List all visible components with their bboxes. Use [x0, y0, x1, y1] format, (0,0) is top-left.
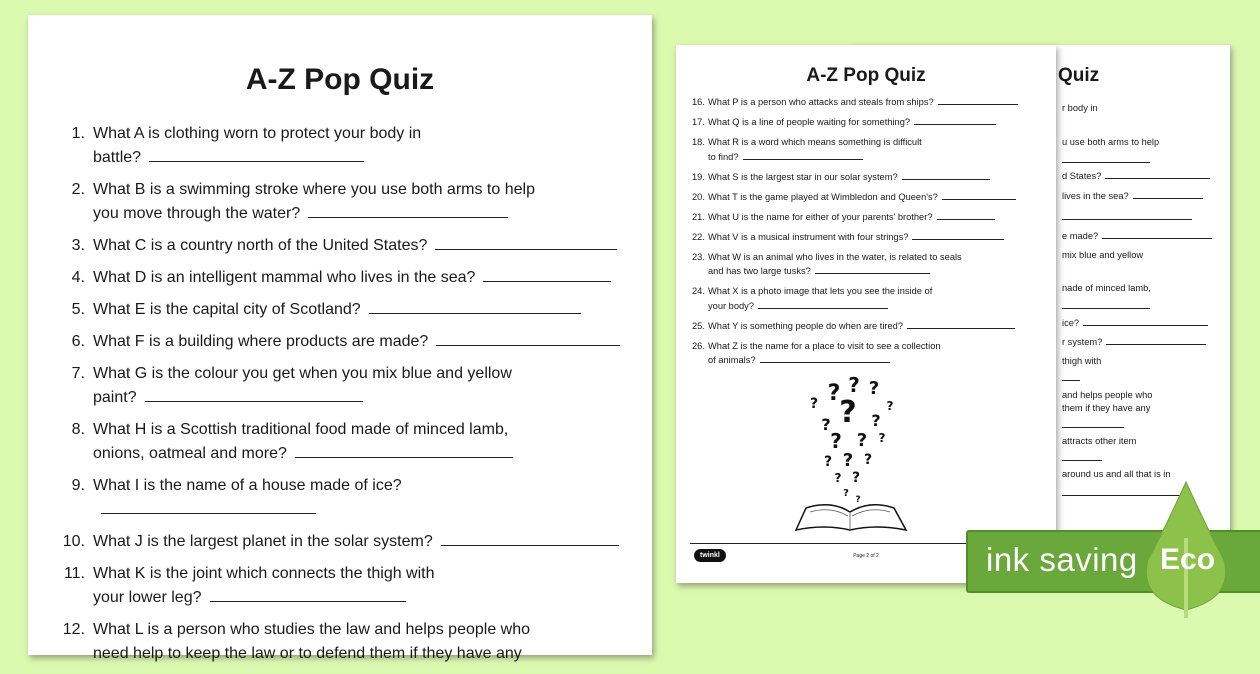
- svg-text:?: ?: [843, 488, 849, 499]
- fragment-text: r body in: [1062, 103, 1098, 113]
- question-fragment: [1062, 230, 1212, 242]
- question-fragment: [1062, 317, 1208, 329]
- question-fragment: [1062, 468, 1171, 480]
- question-text: [93, 178, 535, 226]
- question-item: [692, 339, 1038, 368]
- question-item: [692, 210, 1038, 225]
- question-number: 8.: [71, 421, 85, 438]
- question-fragment: [1062, 419, 1124, 431]
- question-text: [93, 562, 435, 610]
- question-line-text: What V is a musical instrument with four strings?: [708, 231, 909, 242]
- question-item: [692, 190, 1038, 205]
- fragment-text: nade of minced lamb,: [1062, 283, 1151, 293]
- answer-blank[interactable]: [743, 151, 863, 160]
- question-number: 20.: [692, 191, 705, 202]
- svg-text:?: ?: [863, 452, 873, 468]
- question-text: [708, 135, 922, 164]
- question-marks-book-icon: [786, 370, 916, 535]
- question-text: [93, 474, 623, 522]
- question-line-text: What H is a Scottish traditional food made of minced lamb,: [93, 421, 509, 438]
- answer-blank: [1062, 452, 1102, 461]
- question-line-text: you move through the water?: [93, 205, 301, 222]
- question-fragment: [1062, 336, 1206, 348]
- answer-blank[interactable]: [815, 265, 930, 274]
- answer-blank[interactable]: [149, 148, 364, 162]
- fragment-text: and helps people who: [1062, 390, 1153, 400]
- answer-blank[interactable]: [295, 444, 513, 458]
- question-number: 2.: [71, 181, 85, 198]
- svg-text:?: ?: [855, 495, 861, 505]
- fragment-text: them if they have any: [1062, 403, 1151, 413]
- question-line: [93, 234, 617, 258]
- answer-blank[interactable]: [760, 354, 890, 363]
- answer-blank: [1062, 211, 1192, 220]
- question-line-text: What B is a swimming stroke where you use both arms to help: [93, 181, 535, 198]
- question-item: [692, 135, 1038, 164]
- question-text: [708, 284, 932, 313]
- svg-text:?: ?: [848, 373, 860, 397]
- question-line: [708, 210, 995, 225]
- question-fragment: [1062, 435, 1136, 447]
- question-number: 19.: [692, 171, 705, 182]
- question-line: [708, 135, 922, 150]
- question-number: 24.: [692, 286, 705, 296]
- question-item: [61, 474, 623, 522]
- question-line: [93, 418, 513, 442]
- question-number: 11.: [63, 565, 85, 582]
- question-number: 26.: [692, 340, 705, 351]
- question-item: [692, 319, 1038, 334]
- question-line: [708, 319, 1015, 334]
- question-number: 23.: [692, 251, 705, 262]
- question-number: 25.: [692, 320, 705, 331]
- fragment-text: e made?: [1062, 231, 1099, 241]
- question-list: [61, 122, 623, 674]
- ink-saving-label: ink saving: [986, 541, 1138, 578]
- fragment-text: r system?: [1062, 337, 1103, 347]
- question-line-text: paint?: [93, 389, 137, 406]
- question-line-text: What K is the joint which connects the thigh with: [93, 565, 435, 582]
- fragment-text: u use both arms to help: [1062, 137, 1160, 147]
- question-line: [708, 170, 990, 185]
- question-line-text: What R is a word which means something is difficult: [708, 137, 922, 147]
- fragment-text: lives in the sea?: [1062, 191, 1129, 201]
- answer-blank[interactable]: [758, 300, 888, 309]
- question-text: [93, 298, 581, 322]
- question-text: [708, 170, 990, 185]
- question-line-text: of animals?: [708, 355, 756, 365]
- question-number: 12.: [62, 621, 85, 638]
- question-item: [692, 250, 1038, 279]
- question-item: [61, 362, 623, 410]
- question-number: 7.: [71, 365, 85, 382]
- question-item: [61, 298, 623, 322]
- question-text: [708, 95, 1018, 110]
- fragment-text: around us and all that is in: [1062, 469, 1171, 479]
- svg-text:?: ?: [839, 395, 857, 430]
- question-line-text: to find?: [708, 151, 739, 162]
- answer-blank[interactable]: [942, 191, 1016, 200]
- question-item: [61, 178, 623, 226]
- question-item: [692, 284, 1038, 313]
- question-text: [708, 339, 941, 368]
- question-line: [93, 386, 512, 410]
- question-text: [93, 330, 620, 354]
- question-line: [93, 266, 611, 290]
- question-line-text: What L is a person who studies the law and helps people who: [93, 621, 531, 638]
- question-fragment: [1062, 190, 1203, 202]
- svg-text:?: ?: [856, 430, 868, 451]
- question-line: [93, 298, 581, 322]
- question-item: [61, 418, 623, 466]
- answer-blank[interactable]: [435, 236, 617, 250]
- answer-blank: [1083, 317, 1208, 326]
- answer-blank[interactable]: [902, 171, 990, 180]
- question-fragment: [1062, 136, 1159, 148]
- answer-blank[interactable]: [937, 211, 995, 220]
- eco-label: Eco: [1160, 543, 1216, 576]
- question-item: [61, 122, 623, 170]
- question-line: [93, 178, 535, 202]
- worksheet-page-2: [676, 45, 1056, 583]
- question-fragment: [1062, 452, 1102, 464]
- svg-text:?: ?: [823, 454, 833, 470]
- question-line-text: What C is a country north of the United States?: [93, 237, 428, 254]
- question-line-text: What Y is something people do when are tired?: [708, 320, 904, 331]
- question-text: [708, 250, 962, 279]
- question-text: [708, 319, 1015, 334]
- question-number: 4.: [71, 269, 85, 286]
- question-line-text: battle?: [93, 149, 142, 166]
- svg-text:?: ?: [830, 429, 842, 453]
- question-line-text: What Q is a line of people waiting for something?: [708, 117, 911, 127]
- fragment-text: thigh with: [1062, 356, 1102, 366]
- answer-blank: [1062, 300, 1150, 309]
- question-line-text: What E is the capital city of Scotland?: [93, 301, 361, 318]
- question-line-text: and has two large tusks?: [708, 266, 811, 276]
- question-text: [93, 618, 530, 666]
- question-line: [708, 339, 941, 354]
- question-line-text: What P is a person who attacks and steals from ships?: [708, 97, 934, 107]
- page-title-fragment: Quiz: [1058, 65, 1100, 86]
- question-line-text: What F is a building where products are made?: [93, 333, 429, 350]
- answer-blank[interactable]: [436, 332, 620, 346]
- question-line: [93, 122, 421, 146]
- question-item: [61, 562, 623, 610]
- svg-text:?: ?: [821, 415, 831, 434]
- question-number: 9.: [71, 477, 85, 494]
- svg-text:?: ?: [851, 470, 861, 486]
- question-number: 17.: [692, 117, 705, 127]
- question-fragment: [1062, 300, 1150, 312]
- fragment-text: d States?: [1062, 171, 1102, 181]
- question-text: [93, 418, 513, 466]
- question-item: [61, 330, 623, 354]
- answer-blank: [1133, 190, 1203, 199]
- question-fragment: [1062, 402, 1150, 414]
- question-line: [708, 299, 932, 314]
- question-line: [708, 115, 996, 130]
- question-line-text: onions, oatmeal and more?: [93, 445, 287, 462]
- question-line-text: What Z is the name for a place to visit to see a collection: [708, 340, 941, 351]
- question-text: [93, 362, 512, 410]
- question-line: [708, 353, 941, 368]
- twinkl-logo: twinkl: [694, 549, 726, 562]
- svg-text:?: ?: [842, 450, 854, 471]
- question-line: [93, 642, 530, 666]
- svg-text:?: ?: [834, 471, 842, 485]
- answer-blank[interactable]: [914, 116, 996, 125]
- answer-blank[interactable]: [483, 268, 611, 282]
- question-text: [93, 266, 611, 290]
- question-fragment: [1062, 355, 1101, 367]
- question-text: [93, 122, 421, 170]
- page-title: A-Z Pop Quiz: [245, 63, 435, 96]
- question-line: [708, 264, 962, 279]
- question-fragment: [1062, 282, 1151, 294]
- question-fragment: [1062, 211, 1192, 223]
- question-number: 21.: [692, 211, 705, 222]
- question-line-text: What X is a photo image that lets you see the inside of: [708, 286, 933, 296]
- question-item: [61, 530, 623, 554]
- question-number: 6.: [71, 333, 85, 350]
- question-line: [93, 442, 513, 466]
- question-fragment: [1062, 102, 1098, 114]
- answer-blank[interactable]: [145, 388, 363, 402]
- question-text: [708, 210, 995, 225]
- question-list: [692, 95, 1038, 373]
- question-line-text: What D is an intelligent mammal who lives in the sea?: [93, 269, 476, 286]
- page-number: Page 2 of 2: [853, 553, 879, 559]
- answer-blank: [1062, 419, 1124, 428]
- question-line: [708, 190, 1016, 205]
- question-line: [93, 202, 535, 226]
- question-line: [708, 95, 1018, 110]
- question-item: [692, 230, 1038, 245]
- answer-blank: [1062, 154, 1150, 163]
- question-line-text: What W is an animal who lives in the water, is related to seals: [708, 251, 962, 262]
- question-number: 18.: [692, 137, 705, 147]
- question-number: 3.: [71, 237, 85, 254]
- question-item: [692, 95, 1038, 110]
- question-item: [61, 618, 623, 666]
- question-item: [61, 234, 623, 258]
- question-line: [93, 586, 435, 610]
- question-number: 22.: [692, 231, 705, 242]
- question-line: [708, 250, 962, 265]
- answer-blank[interactable]: [907, 320, 1015, 329]
- question-number: 1.: [71, 125, 85, 142]
- answer-blank: [1062, 372, 1080, 381]
- question-item: [692, 170, 1038, 185]
- question-number: 10.: [62, 533, 85, 550]
- question-line-text: What G is the colour you get when you mix blue and yellow: [93, 365, 512, 382]
- answer-blank: [1106, 336, 1206, 345]
- question-line: [93, 618, 530, 642]
- question-line: [93, 330, 620, 354]
- fragment-text: attracts other item: [1062, 436, 1137, 446]
- question-line-text: need help to keep the law or to defend them if they have any: [93, 645, 522, 662]
- question-line: [708, 284, 932, 299]
- answer-blank[interactable]: [308, 204, 508, 218]
- answer-blank[interactable]: [101, 500, 316, 514]
- answer-blank: [1102, 230, 1212, 239]
- question-text: [93, 530, 619, 554]
- question-line-text: What T is the game played at Wimbledon and Queen's?: [708, 191, 938, 202]
- svg-text:?: ?: [868, 378, 880, 399]
- question-line: [93, 474, 623, 522]
- worksheet-page-1: [28, 15, 652, 662]
- question-line-text: What I is the name of a house made of ice?: [93, 477, 402, 494]
- svg-text:?: ?: [886, 399, 894, 413]
- answer-blank[interactable]: [938, 96, 1018, 105]
- svg-text:?: ?: [871, 411, 881, 430]
- question-text: [93, 234, 617, 258]
- question-fragment: [1062, 154, 1150, 166]
- question-number: 5.: [71, 301, 85, 318]
- answer-blank[interactable]: [369, 300, 581, 314]
- question-line: [708, 230, 1004, 245]
- question-text: [708, 230, 1004, 245]
- svg-text:?: ?: [827, 381, 841, 406]
- question-text: [708, 115, 996, 130]
- page-title: A-Z Pop Quiz: [806, 65, 926, 86]
- answer-blank[interactable]: [441, 532, 619, 546]
- question-line-text: What J is the largest planet in the solar system?: [93, 533, 433, 550]
- fragment-text: mix blue and yellow: [1062, 250, 1144, 260]
- question-line-text: your lower leg?: [93, 589, 202, 606]
- question-line: [93, 146, 421, 170]
- answer-blank[interactable]: [912, 231, 1004, 240]
- answer-blank[interactable]: [210, 588, 406, 602]
- question-line-text: What U is the name for either of your parents' brother?: [708, 211, 933, 222]
- question-line: [93, 562, 435, 586]
- question-item: [692, 115, 1038, 130]
- question-number: 16.: [692, 97, 705, 107]
- question-fragment: [1062, 249, 1143, 261]
- svg-text:?: ?: [809, 396, 819, 412]
- question-line-text: your body?: [708, 300, 754, 311]
- svg-text:?: ?: [878, 431, 886, 445]
- question-line: [708, 150, 922, 165]
- question-line: [93, 530, 619, 554]
- question-item: [61, 266, 623, 290]
- question-fragment: [1062, 372, 1080, 384]
- question-line-text: What S is the largest star in our solar system?: [708, 171, 898, 182]
- question-fragment: [1062, 170, 1210, 182]
- question-text: [708, 190, 1016, 205]
- question-line-text: What A is clothing worn to protect your body in: [93, 125, 422, 142]
- question-fragment: [1062, 389, 1152, 401]
- answer-blank: [1105, 170, 1210, 179]
- question-line: [93, 362, 512, 386]
- fragment-text: ice?: [1062, 318, 1080, 328]
